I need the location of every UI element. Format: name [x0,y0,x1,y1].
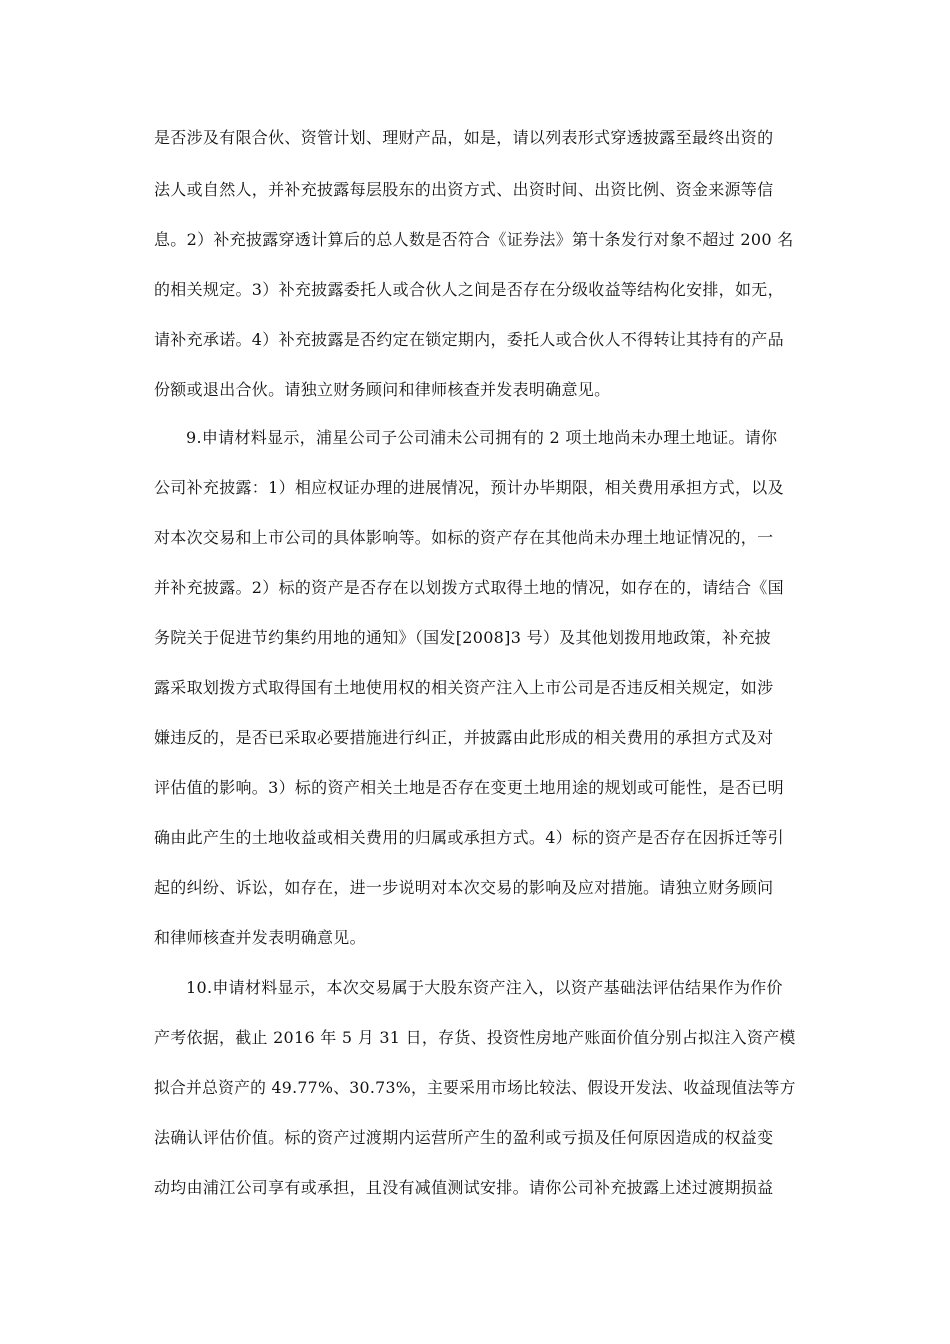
text-line: 是否涉及有限合伙、资管计划、理财产品，如是，请以列表形式穿透披露至最终出资的 [154,128,774,147]
text-line: 法人或自然人，并补充披露每层股东的出资方式、出资时间、出资比例、资金来源等信 [154,180,774,199]
text-line: 动均由浦江公司享有或承担，且没有减值测试安排。请你公司补充披露上述过渡期损益 [154,1178,774,1197]
paragraph-10-heading: 10.申请材料显示，本次交易属于大股东资产注入，以资产基础法评估结果作为作价 [186,978,783,997]
text-line: 务院关于促进节约集约用地的通知》（国发[2008]3 号）及其他划拨用地政策，补充披 [154,628,772,647]
text-line: 露采取划拨方式取得国有土地使用权的相关资产注入上市公司是否违反相关规定，如涉 [154,678,774,697]
text-line: 息。2）补充披露穿透计算后的总人数是否符合《证券法》第十条发行对象不超过 200 名 [154,230,794,249]
text-line: 对本次交易和上市公司的具体影响等。如标的资产存在其他尚未办理土地证情况的，一 [154,528,774,547]
text-line: 请补充承诺。4）补充披露是否约定在锁定期内，委托人或合伙人不得转让其持有的产品 [154,330,784,349]
paragraph-9-heading: 9.申请材料显示，浦星公司子公司浦未公司拥有的 2 项土地尚未办理土地证。请你 [186,428,778,447]
text-line: 的相关规定。3）补充披露委托人或合伙人之间是否存在分级收益等结构化安排，如无， [154,280,784,299]
text-line: 嫌违反的，是否已采取必要措施进行纠正，并披露由此形成的相关费用的承担方式及对 [154,728,774,747]
text-line: 确由此产生的土地收益或相关费用的归属或承担方式。4）标的资产是否存在因拆迁等引 [154,828,784,847]
text-line: 法确认评估价值。标的资产过渡期内运营所产生的盈利或亏损及任何原因造成的权益变 [154,1128,774,1147]
text-line: 起的纠纷、诉讼，如存在，进一步说明对本次交易的影响及应对措施。请独立财务顾问 [154,878,774,897]
text-line: 和律师核查并发表明确意见。 [154,928,366,947]
text-line: 份额或退出合伙。请独立财务顾问和律师核查并发表明确意见。 [154,380,611,399]
text-line: 公司补充披露：1）相应权证办理的进展情况，预计办毕期限，相关费用承担方式，以及 [154,478,784,497]
text-line: 产考依据，截止 2016 年 5 月 31 日，存货、投资性房地产账面价值分别占拟注入资产模 [154,1028,796,1047]
text-line: 拟合并总资产的 49.77%、30.73%，主要采用市场比较法、假设开发法、收益现值法等方 [154,1078,796,1097]
text-line: 评估值的影响。3）标的资产相关土地是否存在变更土地用途的规划或可能性，是否已明 [154,778,784,797]
text-line: 并补充披露。2）标的资产是否存在以划拨方式取得土地的情况，如存在的，请结合《国 [154,578,784,597]
